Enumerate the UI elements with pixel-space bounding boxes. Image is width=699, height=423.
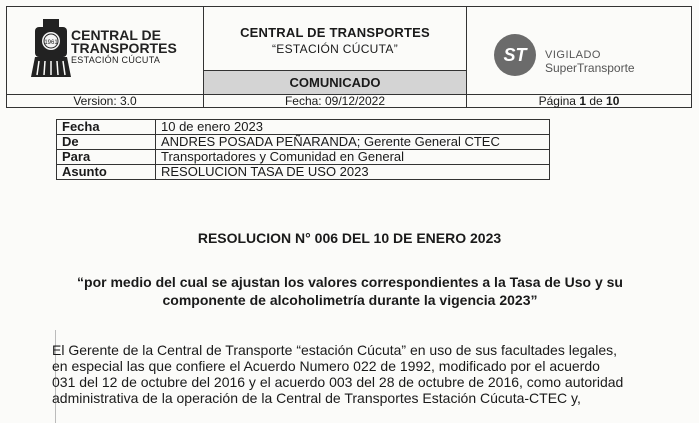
paragraph-line: 031 del 12 de octubre del 2016 y el acuerdo 003 del 28 de octubre de 2016, como autoridad bbox=[52, 374, 624, 390]
info-table bbox=[56, 119, 550, 180]
logo-line3: ESTACIÓN CÚCUTA bbox=[71, 55, 161, 65]
info-value: Transportadores y Comunidad en General bbox=[156, 150, 550, 165]
info-label: Para bbox=[57, 150, 156, 165]
page-prefix: Página bbox=[538, 94, 580, 108]
vigilado-text bbox=[545, 49, 635, 75]
subtitle-line: “por medio del cual se ajustan los valores correspondientes a la Tasa de Uso y su bbox=[77, 274, 623, 290]
title-cell bbox=[204, 7, 467, 70]
paragraph-line: en especial las que confiere el Acuerdo Numero 022 de 1992, modificado por el acuerdo bbox=[52, 358, 600, 374]
vigilado-line2: SuperTransporte bbox=[545, 61, 635, 75]
logo-cell bbox=[7, 7, 204, 94]
logo-badge: 1961 bbox=[44, 40, 58, 46]
document-header bbox=[6, 6, 692, 108]
table-row bbox=[57, 120, 550, 135]
info-value: 10 de enero 2023 bbox=[156, 120, 550, 135]
resolution-subtitle bbox=[40, 273, 660, 309]
logo-text bbox=[71, 29, 177, 66]
header-title: CENTRAL DE TRANSPORTES bbox=[240, 25, 430, 40]
info-label: De bbox=[57, 135, 156, 150]
paragraph-line: El Gerente de la Central de Transporte “estación Cúcuta” en uso de sus facultades legales, bbox=[52, 342, 617, 358]
page-number: 1 bbox=[579, 94, 586, 108]
table-row bbox=[57, 135, 550, 150]
info-label: Asunto bbox=[57, 165, 156, 180]
logo-line2: TRANSPORTES bbox=[71, 40, 177, 56]
comunicado-label: COMUNICADO bbox=[204, 70, 467, 94]
locomotive-logo-icon bbox=[31, 17, 71, 79]
vigilado-line1: VIGILADO bbox=[545, 49, 601, 61]
supertransporte-logo-icon: ST bbox=[494, 34, 536, 76]
header-subtitle: “ESTACIÓN CÚCUTA” bbox=[272, 42, 398, 56]
table-row bbox=[57, 150, 550, 165]
body-paragraph bbox=[52, 342, 698, 406]
vigilado-cell bbox=[467, 7, 691, 94]
subtitle-line: componente de alcoholimetría durante la vigencia 2023” bbox=[162, 292, 538, 308]
logo-line1: CENTRAL DE bbox=[71, 27, 161, 43]
table-row bbox=[57, 165, 550, 180]
info-value: ANDRES POSADA PEÑARANDA; Gerente General CTEC bbox=[156, 135, 550, 150]
resolution-title: RESOLUCION N° 006 DEL 10 DE ENERO 2023 bbox=[197, 230, 502, 246]
page-total: 10 bbox=[606, 94, 620, 108]
page-mid: de bbox=[586, 94, 607, 108]
version-label: Version: 3.0 bbox=[7, 94, 204, 108]
info-label: Fecha bbox=[57, 120, 156, 135]
paragraph-line: administrativa de la operación de la Central de Transportes Estación Cúcuta-CTEC y, bbox=[52, 390, 581, 406]
info-value: RESOLUCION TASA DE USO 2023 bbox=[156, 165, 550, 180]
page-label bbox=[467, 94, 691, 108]
meta-row bbox=[7, 94, 691, 107]
date-label: Fecha: 09/12/2022 bbox=[204, 94, 467, 108]
